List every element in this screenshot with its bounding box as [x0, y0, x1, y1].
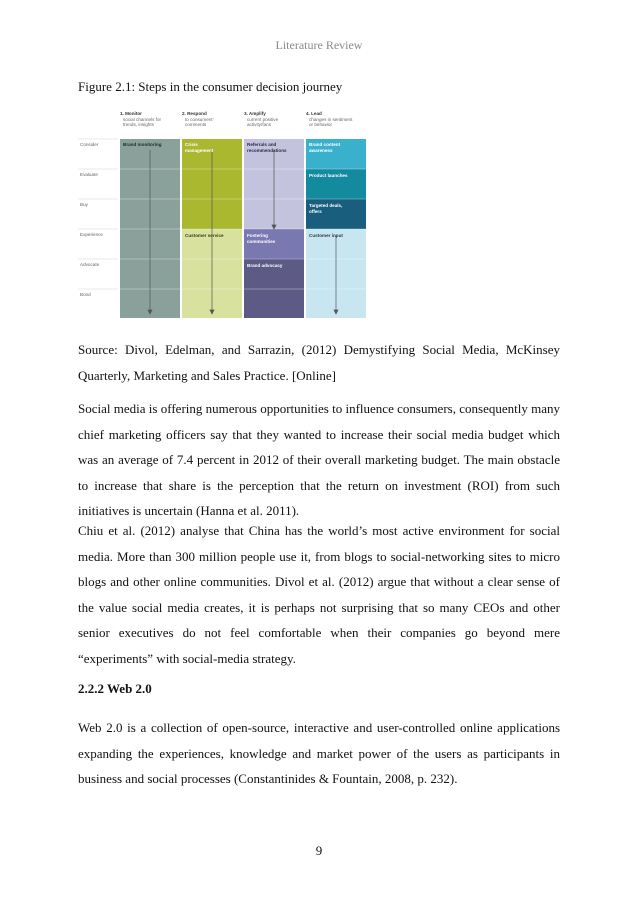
stage-labels — [80, 142, 103, 297]
column-desc-2a: to consumers' — [185, 117, 214, 122]
section-heading: 2.2.2 Web 2.0 — [78, 681, 152, 696]
paragraph-china-social-media: Chiu et al. (2012) analyse that China has the world’s most active environment for social media. More than 300 million people use it, from blogs to social-networking sites to micro blogs and other online communities. Divol et al. (2012) argue that without a clear sense of the value social media creates, it is perhaps not surprising that so many CEOs and other senior executives do not feel comfortable when their companies go beyond mere “experiments” with social-media strategy. — [78, 523, 560, 666]
column-step-1: 1. Monitor — [120, 111, 142, 116]
cell-referrals-1: Referrals and — [247, 142, 277, 147]
cell-fostering-1: Fostering — [247, 233, 268, 238]
column-desc-2b: comments — [185, 122, 207, 127]
cell-brand-content-1: Brand content — [309, 142, 341, 147]
consumer-decision-journey-diagram — [78, 106, 370, 318]
cell-brand-content-2: awareness — [309, 148, 333, 153]
stage-buy: Buy — [80, 202, 88, 207]
column-step-3: 3. Amplify — [244, 111, 266, 116]
cell-targeted-1: Targeted deals, — [309, 203, 343, 208]
cell-brand-monitoring: Brand monitoring — [123, 142, 162, 147]
cell-product-launches: Product launches — [309, 173, 348, 178]
paragraph-web-2-0: Web 2.0 is a collection of open-source, interactive and user-controlled online applications expanding the experiences, knowledge and market power of the users as participants in business and social processes (Constantinides & Fountain, 2008, p. 232). — [78, 720, 560, 787]
cell-referrals-2: recommendations — [247, 148, 287, 153]
stage-evaluate: Evaluate — [80, 172, 98, 177]
column-desc-3a: current positive — [247, 117, 279, 122]
stage-advocate: Advocate — [80, 262, 100, 267]
column-desc-4b: or behavior — [309, 122, 332, 127]
column-step-2: 2. Respond — [182, 111, 207, 116]
cell-customer-input: Customer input — [309, 233, 343, 238]
column-desc-1a: social channels for — [123, 117, 162, 122]
cell-targeted-2: offers — [309, 209, 322, 214]
column-headers — [120, 111, 353, 127]
stage-consider: Consider — [80, 142, 99, 147]
column-desc-1b: trends, insights — [123, 122, 154, 127]
cell-crisis-1: Crisis — [185, 142, 198, 147]
running-head: Literature Review — [275, 38, 363, 52]
cell-customer-service: Customer service — [185, 233, 224, 238]
stage-experience: Experience — [80, 232, 103, 237]
cell-fostering-2: communities — [247, 239, 276, 244]
figure-source: Source: Divol, Edelman, and Sarrazin, (2012) Demystifying Social Media, McKinsey Quarterly, Marketing and Sales Practice. [Online] — [78, 342, 560, 383]
column-step-4: 4. Lead — [306, 111, 322, 116]
stage-bond: Bond — [80, 292, 91, 297]
cell-brand-advocacy: Brand advocacy — [247, 263, 283, 268]
column-desc-4a: changes in sentiment — [309, 117, 353, 122]
cell-crisis-2: management — [185, 148, 214, 153]
column-desc-3b: activity/fans — [247, 122, 271, 127]
paragraph-social-media-budget: Social media is offering numerous opportunities to influence consumers, consequently many chief marketing officers say that they wanted to increase their social media budget which was an average of 7.4 percent in 2012 of their overall marketing budget. The main obstacle to increase that share is the perception that the return on investment (ROI) from such initiatives is uncertain (Hanna et al. 2011). — [78, 401, 560, 519]
page-number: 9 — [315, 843, 323, 858]
figure-caption: Figure 2.1: Steps in the consumer decision journey — [78, 79, 343, 94]
